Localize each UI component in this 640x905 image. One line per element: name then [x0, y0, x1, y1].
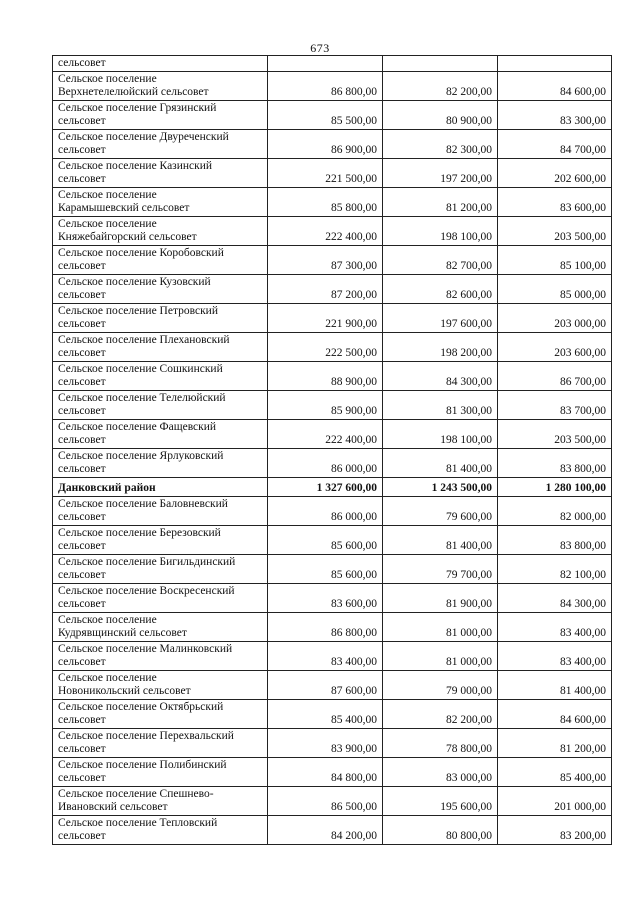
settlement-name-cell: Сельское поселение Фащевский сельсовет [53, 419, 268, 448]
amount-col3-cell: 83 400,00 [498, 612, 612, 641]
table-row [53, 525, 612, 554]
amount-col1-cell: 1 327 600,00 [268, 477, 383, 496]
table-row [53, 332, 612, 361]
amount-col2-cell: 198 200,00 [383, 332, 498, 361]
amount-col2-cell [383, 56, 498, 72]
amount-col1-cell: 221 500,00 [268, 158, 383, 187]
table-row [53, 757, 612, 786]
amount-col2-cell: 80 900,00 [383, 100, 498, 129]
amount-col1-cell: 85 600,00 [268, 525, 383, 554]
amount-col3-cell: 1 280 100,00 [498, 477, 612, 496]
settlement-name-cell: Сельское поселение Новоникольский сельсовет [53, 670, 268, 699]
amount-col1-cell: 87 300,00 [268, 245, 383, 274]
settlement-name-cell: Сельское поселение Полибинский сельсовет [53, 757, 268, 786]
table-row [53, 71, 612, 100]
settlement-name-cell: Сельское поселение Княжебайгорский сельсовет [53, 216, 268, 245]
amount-col2-cell: 82 600,00 [383, 274, 498, 303]
amount-col3-cell: 83 200,00 [498, 815, 612, 844]
amount-col2-cell: 82 200,00 [383, 699, 498, 728]
amount-col2-cell: 84 300,00 [383, 361, 498, 390]
amount-col2-cell: 197 200,00 [383, 158, 498, 187]
amount-col3-cell: 85 400,00 [498, 757, 612, 786]
amount-col3-cell: 86 700,00 [498, 361, 612, 390]
settlement-name-cell: Сельское поселение Березовский сельсовет [53, 525, 268, 554]
amount-col1-cell: 221 900,00 [268, 303, 383, 332]
amount-col1-cell: 83 600,00 [268, 583, 383, 612]
amount-col2-cell: 198 100,00 [383, 216, 498, 245]
table-row [53, 56, 612, 72]
settlement-name-cell: Сельское поселение Баловневский сельсовет [53, 496, 268, 525]
amount-col3-cell: 85 000,00 [498, 274, 612, 303]
amount-col3-cell: 82 100,00 [498, 554, 612, 583]
table-row [53, 728, 612, 757]
amount-col1-cell: 222 500,00 [268, 332, 383, 361]
amount-col1-cell: 87 600,00 [268, 670, 383, 699]
amount-col1-cell: 86 800,00 [268, 71, 383, 100]
table-row [53, 496, 612, 525]
amount-col3-cell: 83 600,00 [498, 187, 612, 216]
table-row [53, 129, 612, 158]
amount-col2-cell: 78 800,00 [383, 728, 498, 757]
table-row [53, 641, 612, 670]
settlement-name-cell: Сельское поселение Петровский сельсовет [53, 303, 268, 332]
amount-col2-cell: 195 600,00 [383, 786, 498, 815]
amount-col1-cell: 86 900,00 [268, 129, 383, 158]
amount-col3-cell: 83 800,00 [498, 448, 612, 477]
amount-col2-cell: 79 700,00 [383, 554, 498, 583]
table-row [53, 419, 612, 448]
settlement-name-cell: Сельское поселение Верхнетелелюйский сельсовет [53, 71, 268, 100]
table-row [53, 583, 612, 612]
settlement-name-cell: Сельское поселение Воскресенский сельсовет [53, 583, 268, 612]
amount-col1-cell: 83 400,00 [268, 641, 383, 670]
table-row [53, 786, 612, 815]
table-row [53, 554, 612, 583]
table-row [53, 361, 612, 390]
table-row [53, 274, 612, 303]
settlement-name-cell: сельсовет [53, 56, 268, 72]
table-row [53, 303, 612, 332]
amount-col2-cell: 82 700,00 [383, 245, 498, 274]
amount-col2-cell: 81 200,00 [383, 187, 498, 216]
settlement-name-cell: Сельское поселение Тепловский сельсовет [53, 815, 268, 844]
amount-col1-cell: 87 200,00 [268, 274, 383, 303]
amount-col1-cell: 88 900,00 [268, 361, 383, 390]
settlement-name-cell: Сельское поселение Малинковский сельсовет [53, 641, 268, 670]
table-row [53, 699, 612, 728]
table-row [53, 187, 612, 216]
amount-col1-cell: 86 500,00 [268, 786, 383, 815]
amount-col3-cell: 83 300,00 [498, 100, 612, 129]
amount-col1-cell: 222 400,00 [268, 419, 383, 448]
amount-col3-cell: 203 600,00 [498, 332, 612, 361]
settlement-name-cell: Сельское поселение Перехвальский сельсовет [53, 728, 268, 757]
amount-col2-cell: 81 400,00 [383, 448, 498, 477]
amount-col2-cell: 82 300,00 [383, 129, 498, 158]
settlement-name-cell: Сельское поселение Сошкинский сельсовет [53, 361, 268, 390]
amount-col3-cell: 81 200,00 [498, 728, 612, 757]
settlement-name-cell: Сельское поселение Спешнево- Ивановский сельсовет [53, 786, 268, 815]
amount-col1-cell: 86 000,00 [268, 448, 383, 477]
amount-col2-cell: 197 600,00 [383, 303, 498, 332]
settlement-name-cell: Сельское поселение Кузовский сельсовет [53, 274, 268, 303]
amount-col2-cell: 81 000,00 [383, 612, 498, 641]
settlement-name-cell: Сельское поселение Бигильдинский сельсовет [53, 554, 268, 583]
amount-col2-cell: 81 900,00 [383, 583, 498, 612]
amount-col3-cell: 84 700,00 [498, 129, 612, 158]
amount-col2-cell: 81 000,00 [383, 641, 498, 670]
table-row [53, 448, 612, 477]
amount-col3-cell: 202 600,00 [498, 158, 612, 187]
table-row [53, 670, 612, 699]
amount-col2-cell: 79 600,00 [383, 496, 498, 525]
amount-col1-cell: 84 800,00 [268, 757, 383, 786]
table-row [53, 245, 612, 274]
amount-col3-cell: 83 400,00 [498, 641, 612, 670]
amount-col3-cell: 84 300,00 [498, 583, 612, 612]
amount-col1-cell: 222 400,00 [268, 216, 383, 245]
district-row [53, 477, 612, 496]
amount-col2-cell: 1 243 500,00 [383, 477, 498, 496]
table-body [53, 56, 612, 845]
amount-col3-cell: 203 500,00 [498, 419, 612, 448]
amount-col3-cell: 85 100,00 [498, 245, 612, 274]
settlement-name-cell: Сельское поселение Коробовский сельсовет [53, 245, 268, 274]
settlement-name-cell: Сельское поселение Телелюйский сельсовет [53, 390, 268, 419]
amount-col3-cell: 83 700,00 [498, 390, 612, 419]
table-row [53, 390, 612, 419]
amount-col1-cell: 85 900,00 [268, 390, 383, 419]
amount-col2-cell: 81 400,00 [383, 525, 498, 554]
settlement-name-cell: Сельское поселение Кудрявщинский сельсовет [53, 612, 268, 641]
amount-col2-cell: 83 000,00 [383, 757, 498, 786]
amount-col3-cell: 82 000,00 [498, 496, 612, 525]
amount-col3-cell: 81 400,00 [498, 670, 612, 699]
amount-col2-cell: 80 800,00 [383, 815, 498, 844]
table-row [53, 158, 612, 187]
settlement-name-cell: Сельское поселение Ярлуковский сельсовет [53, 448, 268, 477]
amount-col3-cell: 83 800,00 [498, 525, 612, 554]
amount-col1-cell: 84 200,00 [268, 815, 383, 844]
budget-table [52, 55, 612, 845]
amount-col1-cell: 85 500,00 [268, 100, 383, 129]
amount-col3-cell: 203 000,00 [498, 303, 612, 332]
amount-col1-cell [268, 56, 383, 72]
table-row [53, 815, 612, 844]
amount-col1-cell: 85 400,00 [268, 699, 383, 728]
settlement-name-cell: Сельское поселение Плехановский сельсовет [53, 332, 268, 361]
settlement-name-cell: Сельское поселение Грязинский сельсовет [53, 100, 268, 129]
amount-col1-cell: 83 900,00 [268, 728, 383, 757]
amount-col3-cell: 203 500,00 [498, 216, 612, 245]
settlement-name-cell: Сельское поселение Казинский сельсовет [53, 158, 268, 187]
settlement-name-cell: Сельское поселение Октябрьский сельсовет [53, 699, 268, 728]
amount-col3-cell: 201 000,00 [498, 786, 612, 815]
amount-col2-cell: 198 100,00 [383, 419, 498, 448]
amount-col1-cell: 85 600,00 [268, 554, 383, 583]
table-row [53, 216, 612, 245]
amount-col3-cell: 84 600,00 [498, 699, 612, 728]
settlement-name-cell: Сельское поселение Двуреченский сельсовет [53, 129, 268, 158]
settlement-name-cell: Данковский район [53, 477, 268, 496]
amount-col1-cell: 85 800,00 [268, 187, 383, 216]
amount-col2-cell: 81 300,00 [383, 390, 498, 419]
table-row [53, 100, 612, 129]
amount-col2-cell: 79 000,00 [383, 670, 498, 699]
amount-col1-cell: 86 000,00 [268, 496, 383, 525]
amount-col3-cell [498, 56, 612, 72]
page-number: 673 [310, 41, 330, 55]
amount-col2-cell: 82 200,00 [383, 71, 498, 100]
settlement-name-cell: Сельское поселение Карамышевский сельсовет [53, 187, 268, 216]
amount-col1-cell: 86 800,00 [268, 612, 383, 641]
table-row [53, 612, 612, 641]
amount-col3-cell: 84 600,00 [498, 71, 612, 100]
